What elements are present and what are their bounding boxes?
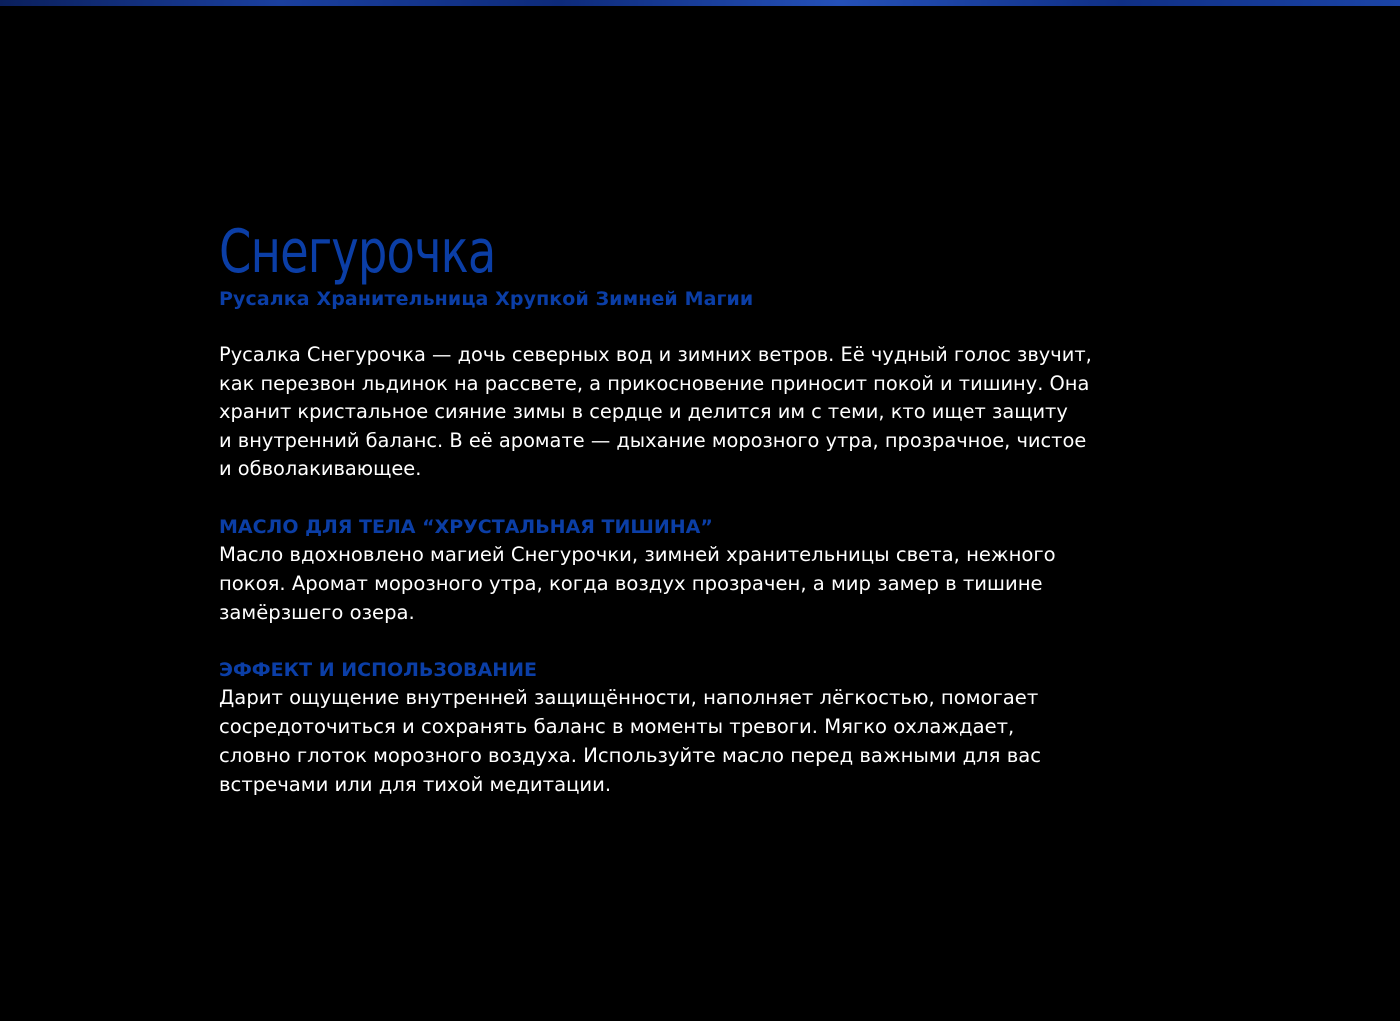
intro-line: и обволакивающее. xyxy=(219,457,422,481)
intro-line: Русалка Снегурочка — дочь северных вод и зимних ветров. Её чудный голос звучит, xyxy=(219,343,1092,366)
intro-line: и внутренний баланс. В её аромате — дыхание морозного утра, прозрачное, чистое xyxy=(219,428,1087,452)
effect-line: Дарит ощущение внутренней защищённости, наполняет лёгкостью, помогает xyxy=(219,686,1039,710)
intro-line: хранит кристальное сияние зимы в сердце и делится им с теми, кто ищет защиту xyxy=(219,400,1068,424)
oil-line: покоя. Аромат морозного утра, когда воздух прозрачен, а мир замер в тишине xyxy=(219,571,1043,595)
intro-line: как перезвон льдинок на рассвете, а прикосновение приносит покой и тишину. Она xyxy=(219,371,1090,395)
effect-description xyxy=(219,684,1199,799)
effect-section xyxy=(219,656,1199,799)
intro-paragraph xyxy=(219,341,1179,484)
effect-line: встречами или для тихой медитации. xyxy=(219,772,612,796)
oil-heading: МАСЛО ДЛЯ ТЕЛА “ХРУСТАЛЬНАЯ ТИШИНА” xyxy=(219,515,713,538)
product-description xyxy=(219,217,1199,800)
oil-description xyxy=(219,541,1199,627)
effect-line: сосредоточиться и сохранять баланс в моменты тревоги. Мягко охлаждает, xyxy=(219,715,1015,739)
page-title: Снегурочка xyxy=(219,217,496,287)
top-decorative-band xyxy=(0,0,1400,6)
oil-line: замёрзшего озера. xyxy=(219,600,415,624)
oil-line: Масло вдохновлено магией Снегурочки, зимней хранительницы света, нежного xyxy=(219,542,1056,566)
subtitle: Русалка Хранительница Хрупкой Зимней Магии xyxy=(219,288,754,310)
effect-line: словно глоток морозного воздуха. Используйте масло перед важными для вас xyxy=(219,743,1042,767)
effect-heading: ЭФФЕКТ И ИСПОЛЬЗОВАНИЕ xyxy=(219,659,538,682)
oil-section xyxy=(219,513,1199,627)
